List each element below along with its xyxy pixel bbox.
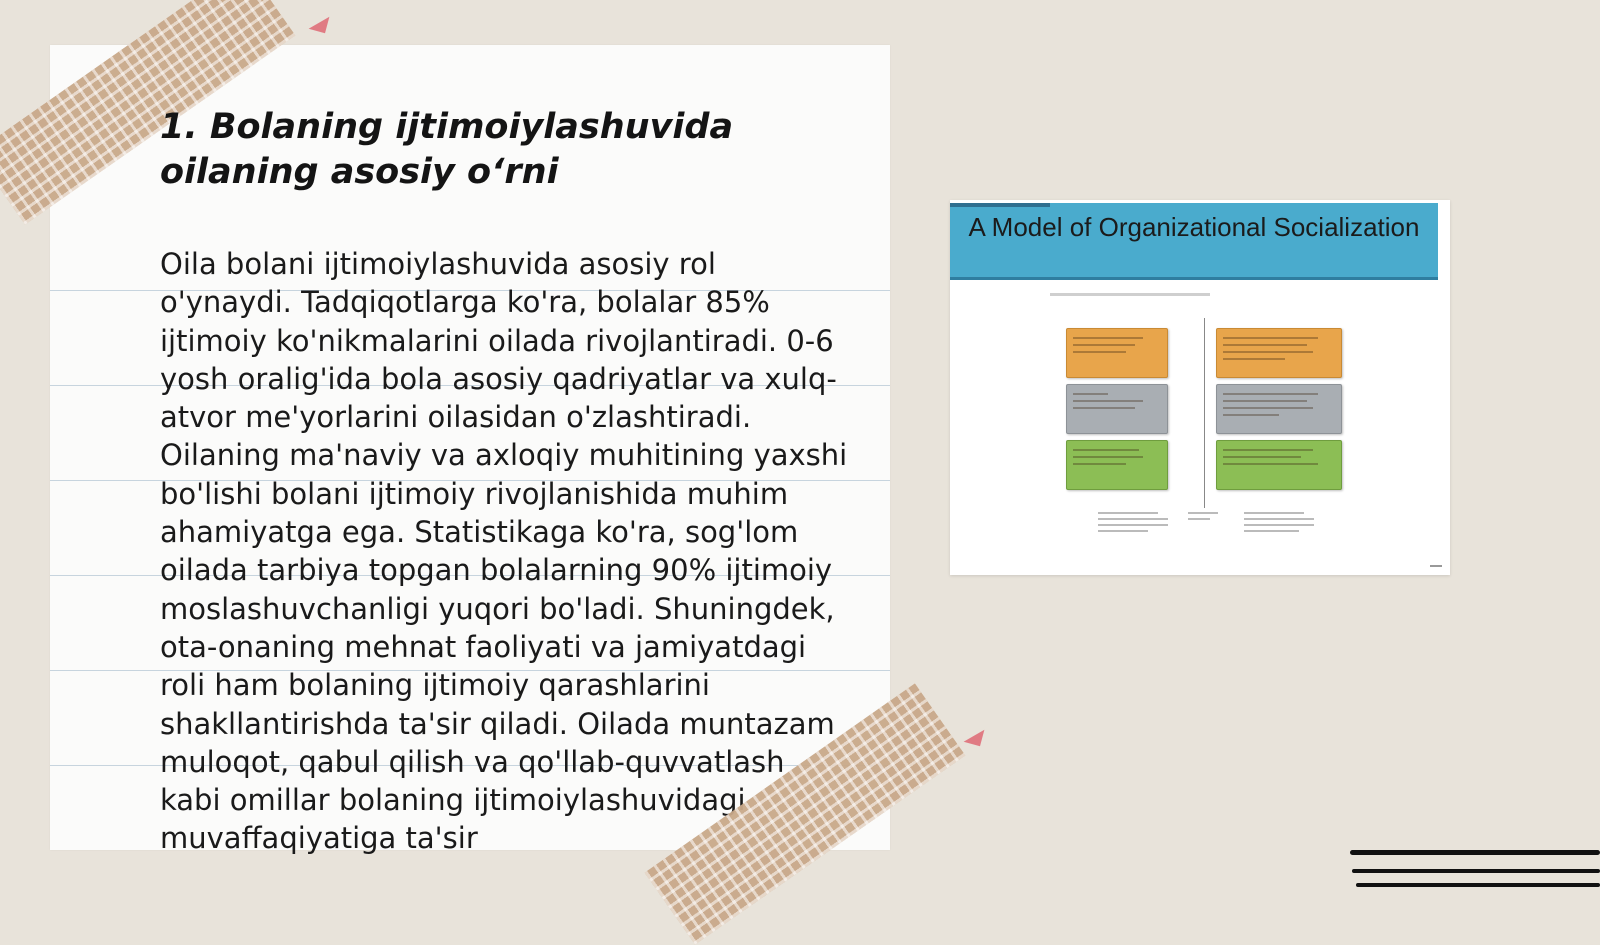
brush-stroke: [1352, 869, 1600, 873]
figure-caption-illegible: [1050, 290, 1210, 299]
pin-icon: [309, 17, 336, 39]
figure-header-title: A Model of Organizational Socialization: [968, 212, 1420, 242]
diagram-box-green-left: [1066, 440, 1168, 490]
brush-stroke: [1350, 850, 1600, 855]
brush-stroke: [1356, 883, 1600, 887]
diagram-divider: [1204, 318, 1205, 508]
slide-title: 1. Bolaning ijtimoiylashuvida oilaning asosiy o‘rni: [160, 107, 734, 192]
diagram-box-orange-right: [1216, 328, 1342, 378]
diagram-outcome-center: [1188, 512, 1218, 524]
diagram-outcome-right: [1244, 512, 1314, 536]
diagram-box-gray-left: [1066, 384, 1168, 434]
pin-icon: [964, 730, 991, 752]
diagram-box-gray-right: [1216, 384, 1342, 434]
slide-body-text: Oila bolani ijtimoiylashuvida asosiy rol o'ynaydi. Tadqiqotlarga ko'ra, bolalar 85% ijtimoiy ko'nikmalarini oilada rivojlantiradi. 0-6 yosh oralig'ida bola asosiy qadriyatlar va xulq-atvor me'yorlarini oilasidan o'zlashtiradi. Oilaning ma'naviy va axloqiy muhitining yaxshi bo'lishi bolani ijtimoiy rivojlanishida muhim ahamiyatga ega. Statistikaga ko'ra, sog'lom oilada tarbiya topgan bolalarning 90% ijtimoiy moslashuvchanligi yuqori bo'ladi. Shuningdek, ota-onaning mehnat faoliyati va jamiyatdagi roli ham bolaning ijtimoiy qarashlarini shakllantirishda ta'sir qiladi. Oilada muntazam muloqot, qabul qilish va qo'llab-quvvatlash kabi omillar bolaning ijtimoiylashuvidagi muvaffaqiyatiga ta'sir: [160, 247, 848, 856]
figure-page-number: [1430, 563, 1442, 569]
socialization-model-image: [950, 200, 1450, 575]
header-accent-line: [950, 203, 1050, 207]
figure-header: [950, 203, 1438, 280]
diagram-outcome-left: [1098, 512, 1168, 536]
diagram-box-orange-left: [1066, 328, 1168, 378]
diagram-box-green-right: [1216, 440, 1342, 490]
